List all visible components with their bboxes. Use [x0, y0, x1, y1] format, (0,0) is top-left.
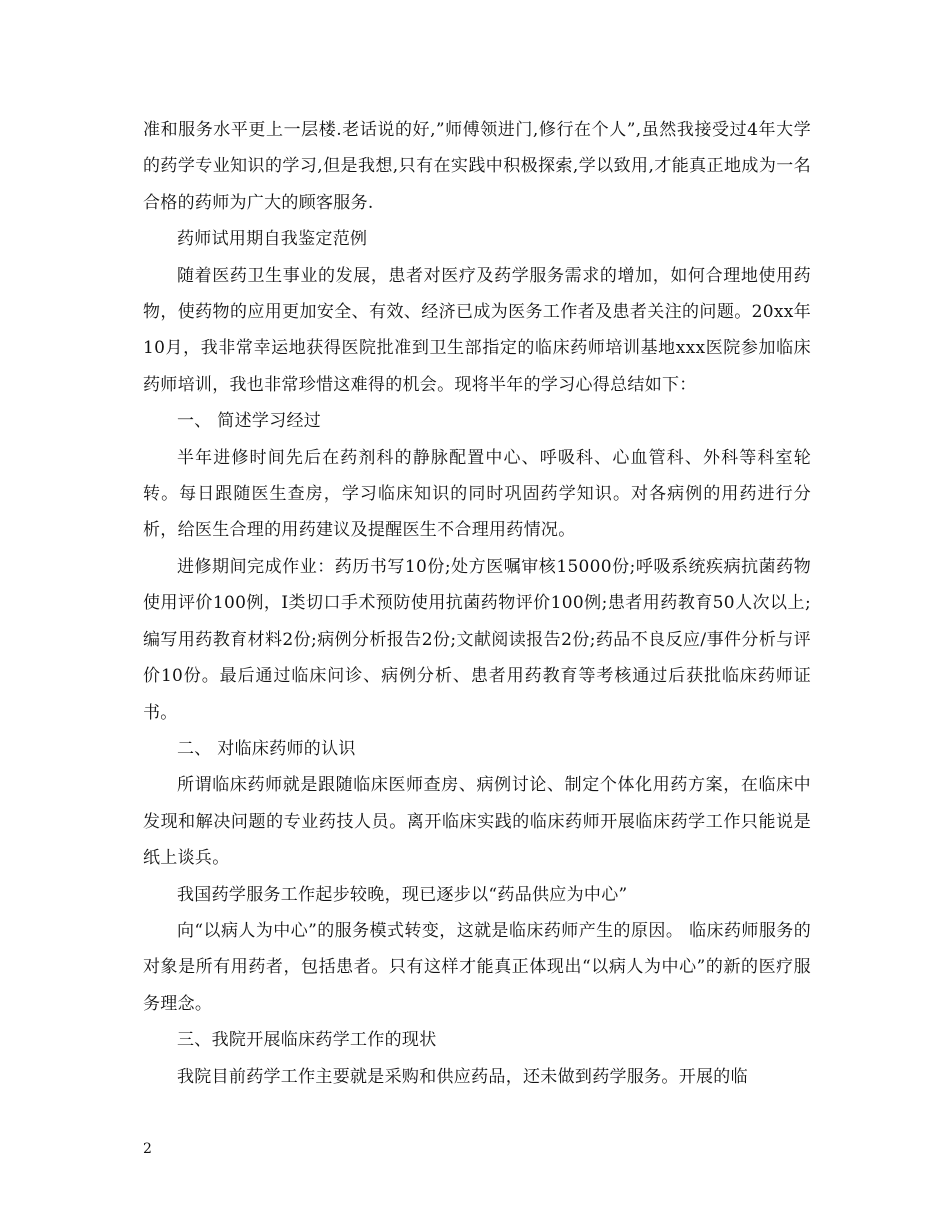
document-body — [143, 112, 811, 1095]
paragraph-assignments: 进修期间完成作业：药历书写10份;处方医嘱审核15000份;呼吸系统疾病抗菌药物使用评价100例，I类切口手术预防使用抗菌药物评价100例;患者用药教育50人次以上;编写用药教育材料2份;病例分析报告2份;文献阅读报告2份;药品不良反应/事件分析与评价10份。最后通过临床问诊、病例分析、患者用药教育等考核通过后获批临床药师证书。 — [143, 556, 811, 723]
paragraph-continuation: 准和服务水平更上一层楼.老话说的好,”师傅领进门,修行在个人”,虽然我接受过4年大学的药学专业知识的学习,但是我想,只有在实践中积极探索,学以致用,才能真正地成为一名合格的药师为广大的顾客服务. — [143, 120, 811, 213]
paragraph-intro: 随着医药卫生事业的发展，患者对医疗及药学服务需求的增加，如何合理地使用药物，使药物的应用更加安全、有效、经济已成为医务工作者及患者关注的问题。20xx年10月，我非常幸运地获得医院批准到卫生部指定的临床药师培训基地xxx医院参加临床药师培训，我也非常珍惜这难得的机会。现将半年的学习心得总结如下： — [143, 265, 811, 395]
paragraph-current-status: 我院目前药学工作主要就是采购和供应药品，还未做到药学服务。开展的临 — [177, 1066, 748, 1087]
page-number: 2 — [143, 1141, 152, 1157]
section-heading-2: 二、 对临床药师的认识 — [177, 738, 356, 759]
section-heading-1: 一、 简述学习经过 — [177, 411, 322, 432]
paragraph-rotation: 半年进修时间先后在药剂科的静脉配置中心、呼吸科、心血管科、外科等科室轮转。每日跟随医生查房，学习临床知识的同时巩固药学知识。对各病例的用药进行分析，给医生合理的用药建议及提醒医生不合理用药情况。 — [143, 447, 811, 541]
section-heading-3: 三、我院开展临床药学工作的现状 — [177, 1030, 437, 1051]
section-heading-example: 药师试用期自我鉴定范例 — [177, 229, 368, 250]
paragraph-service-shift: 向“以病人为中心”的服务模式转变，这就是临床药师产生的原因。 临床药师服务的对象是所有用药者，包括患者。只有这样才能真正体现出“以病人为中心”的新的医疗服务理念。 — [143, 920, 811, 1014]
paragraph-service-start: 我国药学服务工作起步较晚，现已逐步以“药品供应为中心” — [177, 884, 628, 905]
paragraph-definition: 所谓临床药师就是跟随临床医师查房、病例讨论、制定个体化用药方案，在临床中发现和解决问题的专业药技人员。离开临床实践的临床药师开展临床药学工作只能说是纸上谈兵。 — [143, 775, 811, 869]
